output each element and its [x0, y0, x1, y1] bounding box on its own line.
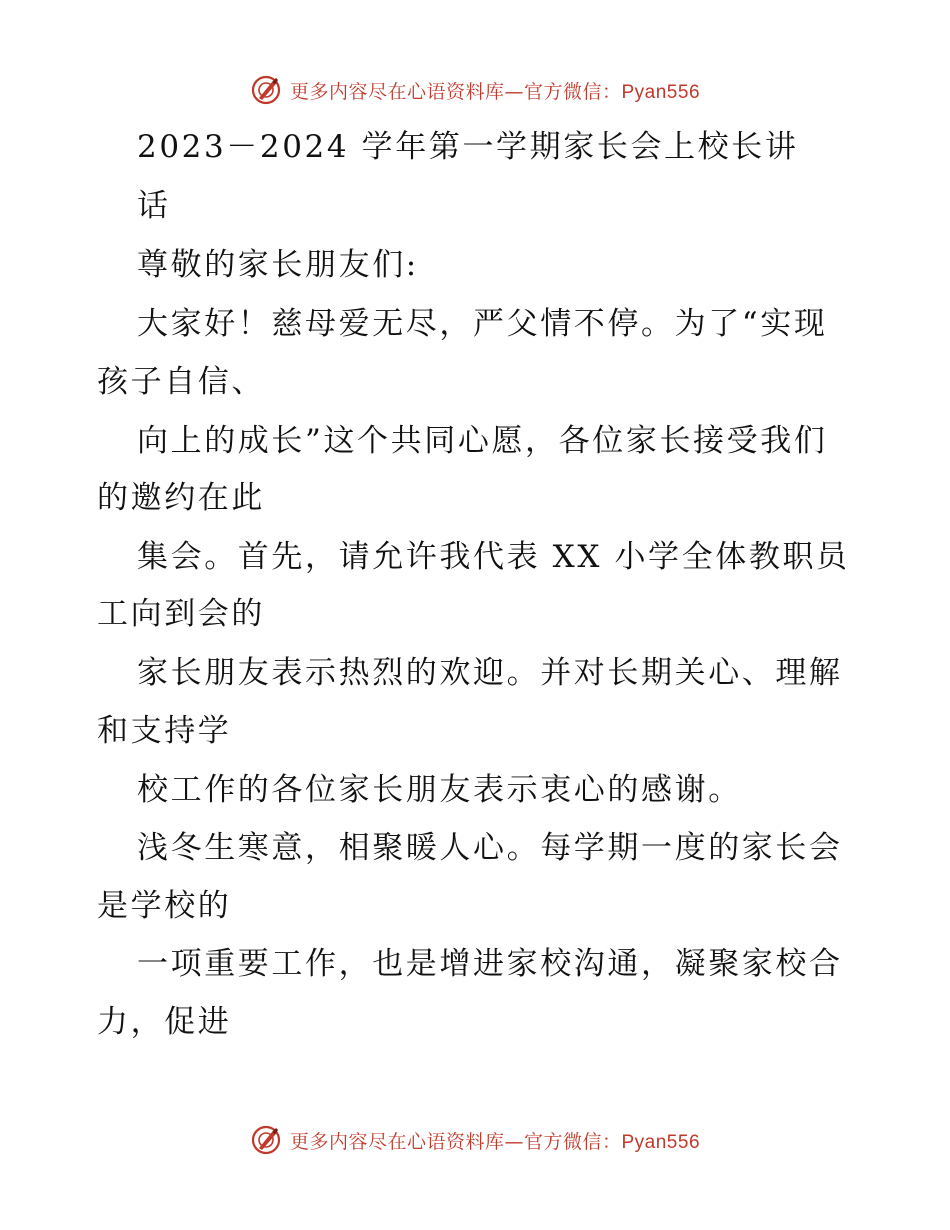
footer-watermark — [0, 1120, 950, 1160]
doc-text-line: 力，促进 — [97, 1004, 232, 1040]
doc-text-line: 向上的成长”这个共同心愿，各位家长接受我们 — [137, 423, 828, 459]
doc-text-line: 大家好！慈母爱无尽，严父情不停。为了“实现 — [137, 306, 828, 342]
watermark-text: 更多内容尽在心语资料库—官方微信：Pyan556 — [289, 80, 701, 103]
doc-text-line: 浅冬生寒意，相聚暖人心。每学期一度的家长会 — [137, 830, 843, 866]
doc-text-line: 家长朋友表示热烈的欢迎。并对长期关心、理解 — [137, 655, 843, 691]
watermark-logo-icon — [250, 74, 282, 106]
doc-text-line: 的邀约在此 — [97, 480, 265, 516]
watermark-wechat-id: Pyan556 — [621, 81, 701, 103]
doc-text-line: 和支持学 — [97, 713, 232, 749]
doc-text-line: 校工作的各位家长朋友表示衷心的感谢。 — [137, 772, 742, 808]
doc-text-line: 集会。首先，请允许我代表 XX 小学全体教职员 — [137, 539, 850, 575]
doc-title-line-2: 话 — [137, 188, 171, 224]
doc-text-line: 是学校的 — [97, 888, 232, 924]
doc-text-line: 孩子自信、 — [97, 364, 265, 400]
watermark-logo-icon — [250, 1124, 282, 1156]
doc-title-line-1: 2023－2024 学年第一学期家长会上校长讲 — [137, 129, 799, 165]
doc-text-line: 一项重要工作，也是增进家校沟通，凝聚家校合 — [137, 946, 843, 982]
watermark-wechat-id: Pyan556 — [621, 1131, 701, 1153]
header-watermark — [0, 70, 950, 110]
watermark-text: 更多内容尽在心语资料库—官方微信：Pyan556 — [289, 1130, 701, 1153]
doc-text-line: 工向到会的 — [97, 596, 265, 632]
doc-salutation: 尊敬的家长朋友们: — [137, 247, 419, 283]
